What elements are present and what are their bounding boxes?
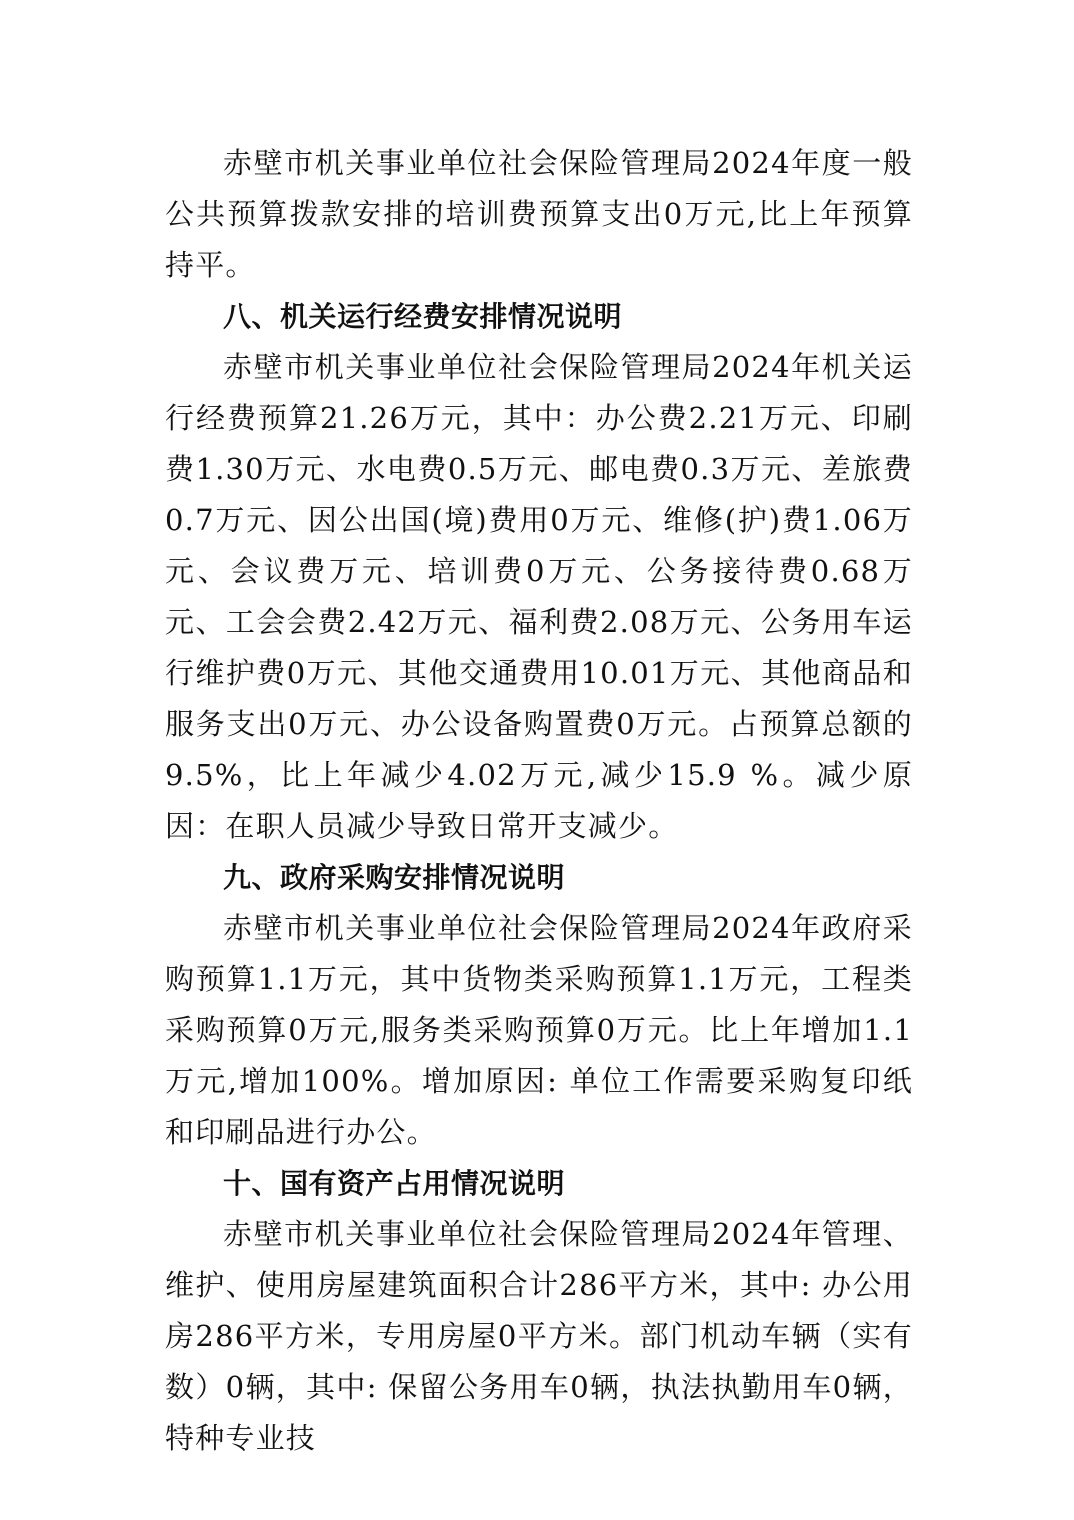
paragraph-state-assets: 赤壁市机关事业单位社会保险管理局2024年管理、维护、使用房屋建筑面积合计286平方米，其中: 办公用房286平方米，专用房屋0平方米。部门机动车辆（实有数）0辆，其中: 保留公务用车0辆，执法执勤用车0辆，特种专业技: [165, 1217, 913, 1455]
section-heading-8: 八、机关运行经费安排情况说明: [223, 300, 623, 333]
paragraph-operating-expenses: 赤壁市机关事业单位社会保险管理局2024年机关运行经费预算21.26万元，其中：办公费2.21万元、印刷费1.30万元、水电费0.5万元、邮电费0.3万元、差旅费0.7万元、因公出国(境)费用0万元、维修(护)费1.06万元、会议费万元、培训费0万元、公务接待费0.68万元、工会会费2.42万元、福利费2.08万元、公务用车运行维护费0万元、其他交通费用10.01万元、其他商品和服务支出0万元、办公设备购置费0万元。占预算总额的9.5%，比上年减少4.02万元,减少15.9 %。减少原因：在职人员减少导致日常开支减少。: [165, 350, 913, 843]
paragraph-procurement: 赤壁市机关事业单位社会保险管理局2024年政府采购预算1.1万元，其中货物类采购预算1.1万元，工程类采购预算0万元,服务类采购预算0万元。比上年增加1.1万元,增加100%。增加原因: 单位工作需要采购复印纸和印刷品进行办公。: [165, 911, 913, 1149]
paragraph-training-fee: 赤壁市机关事业单位社会保险管理局2024年度一般公共预算拨款安排的培训费预算支出0万元,比上年预算持平。: [165, 146, 913, 282]
section-heading-9: 九、政府采购安排情况说明: [223, 861, 566, 894]
section-heading-10: 十、国有资产占用情况说明: [223, 1167, 566, 1200]
document-body: [165, 138, 913, 1464]
